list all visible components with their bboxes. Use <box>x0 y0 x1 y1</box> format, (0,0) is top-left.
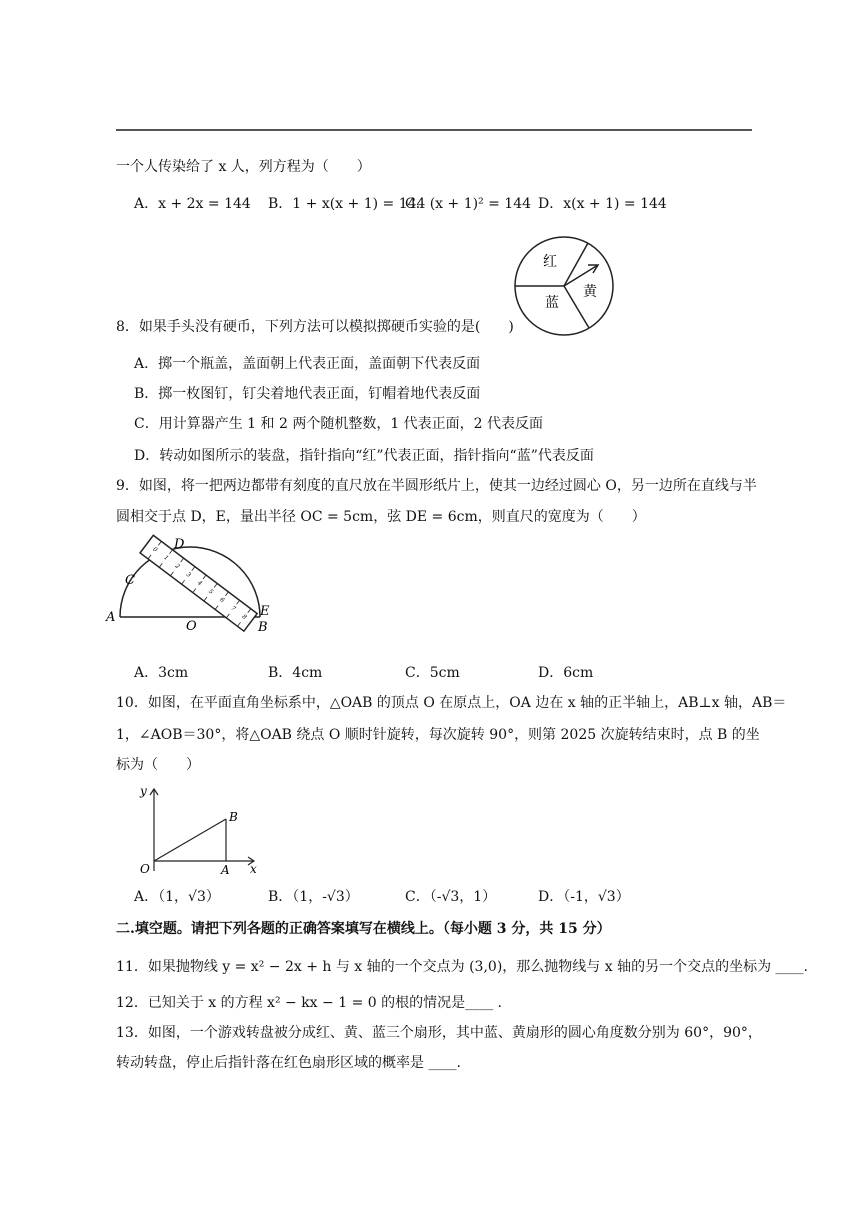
q11: 11．如果抛物线 y = x² − 2x + h 与 x 轴的一个交点为 (3,0)，那么抛物线与 x 轴的另一个交点的坐标为 ____. <box>116 959 808 975</box>
q10-option-c: C．（-√3，1） <box>405 889 497 905</box>
ruler-tick-label: 2 <box>173 562 181 571</box>
q7-option-c: C．(x + 1)² = 144 <box>405 196 532 212</box>
ruler-tick-label: 6 <box>218 596 226 605</box>
point-label-e: E <box>260 604 270 619</box>
point-label-b: B <box>229 810 238 824</box>
q10-line3: 标为（ ） <box>116 757 200 773</box>
q7-option-d: D．x(x + 1) = 144 <box>538 196 667 212</box>
q8-option-d: D．转动如图所示的装盘，指针指向“红”代表正面，指针指向“蓝”代表反面 <box>134 448 594 464</box>
axis-label-y: y <box>140 784 147 798</box>
q10-line2: 1，∠AOB＝30°，将△OAB 绕点 O 顺时针旋转，每次旋转 90°，则第 2025 次旋转结束时，点 B 的坐 <box>116 727 760 743</box>
spinner-pointer-arrowhead <box>588 265 598 273</box>
ruler-tick-label: 0 <box>151 545 159 554</box>
q13-line2: 转动转盘，停止后指针落在红色扇形区域的概率是 ____. <box>116 1055 461 1071</box>
q10-line1: 10．如图，在平面直角坐标系中，△OAB 的顶点 O 在原点上，OA 边在 x 轴的正半轴上，AB⊥x 轴，AB＝ <box>116 695 787 711</box>
point-label-b: B <box>258 620 268 635</box>
q9-line2: 圆相交于点 D，E，量出半径 OC = 5cm，弦 DE = 6cm，则直尺的宽度为（ ） <box>116 509 646 525</box>
q10-option-a: A．（1，√3） <box>134 889 220 905</box>
ruler-tick-label: 1 <box>162 554 170 563</box>
axis-label-x: x <box>250 862 257 876</box>
point-label-a: A <box>221 863 230 877</box>
q13-line1: 13．如图，一个游戏转盘被分成红、黄、蓝三个扇形，其中蓝、黄扇形的圆心角度数分别为 60°，90°， <box>116 1025 762 1041</box>
header-rule <box>116 129 752 131</box>
point-label-o: O <box>140 862 150 876</box>
q9-option-d: D．6cm <box>538 665 594 681</box>
segment-ob <box>154 819 226 861</box>
q10-option-b: B．（1，-√3） <box>268 889 359 905</box>
spinner-label-yellow: 黄 <box>583 284 597 300</box>
q10-figure <box>132 783 264 875</box>
q9-figure <box>106 535 284 653</box>
q7-option-a: A．x + 2x = 144 <box>134 196 251 212</box>
point-label-o: O <box>186 619 197 634</box>
q8-option-c: C．用计算器产生 1 和 2 两个随机整数，1 代表正面，2 代表反面 <box>134 416 544 432</box>
ruler-tick-label: 8 <box>240 613 248 622</box>
point-label-a: A <box>106 610 116 625</box>
point-label-d: D <box>174 537 185 552</box>
ruler-tick-label: 5 <box>207 587 215 596</box>
spinner-label-blue: 蓝 <box>545 295 559 311</box>
spinner-label-red: 红 <box>543 254 557 270</box>
q9-option-b: B．4cm <box>268 665 323 681</box>
q9-option-c: C．5cm <box>405 665 460 681</box>
q10-option-d: D．（-1，√3） <box>538 889 630 905</box>
section-heading: 二.填空题。请把下列各题的正确答案填写在横线上。（每小题 3 分，共 15 分） <box>116 921 611 937</box>
q9-line1: 9．如图，将一把两边都带有刻度的直尺放在半圆形纸片上，使其一边经过圆心 O，另一边所在直线与半 <box>116 478 757 494</box>
q9-option-a: A．3cm <box>134 665 189 681</box>
q12: 12．已知关于 x 的方程 x² − kx − 1 = 0 的根的情况是____ . <box>116 995 503 1011</box>
q8-option-b: B．掷一枚图钉，钉尖着地代表正面，钉帽着地代表反面 <box>134 386 481 402</box>
ruler-tick-label: 3 <box>184 570 193 579</box>
q8-option-a: A．掷一个瓶盖，盖面朝上代表正面，盖面朝下代表反面 <box>134 356 481 372</box>
q7-stem: 一个人传染给了 x 人，列方程为（ ） <box>116 159 371 175</box>
spinner-divider-top <box>564 243 588 286</box>
ruler-tick-label: 4 <box>196 579 204 588</box>
ruler-tick-label: 7 <box>229 604 237 613</box>
q8-stem: 8．如果手头没有硬币，下列方法可以模拟掷硬币实验的是( ) <box>116 319 514 335</box>
spinner-figure <box>513 235 615 337</box>
point-label-c: C <box>125 573 135 588</box>
q7-option-b: B．1 + x(x + 1) = 144 <box>268 196 426 212</box>
